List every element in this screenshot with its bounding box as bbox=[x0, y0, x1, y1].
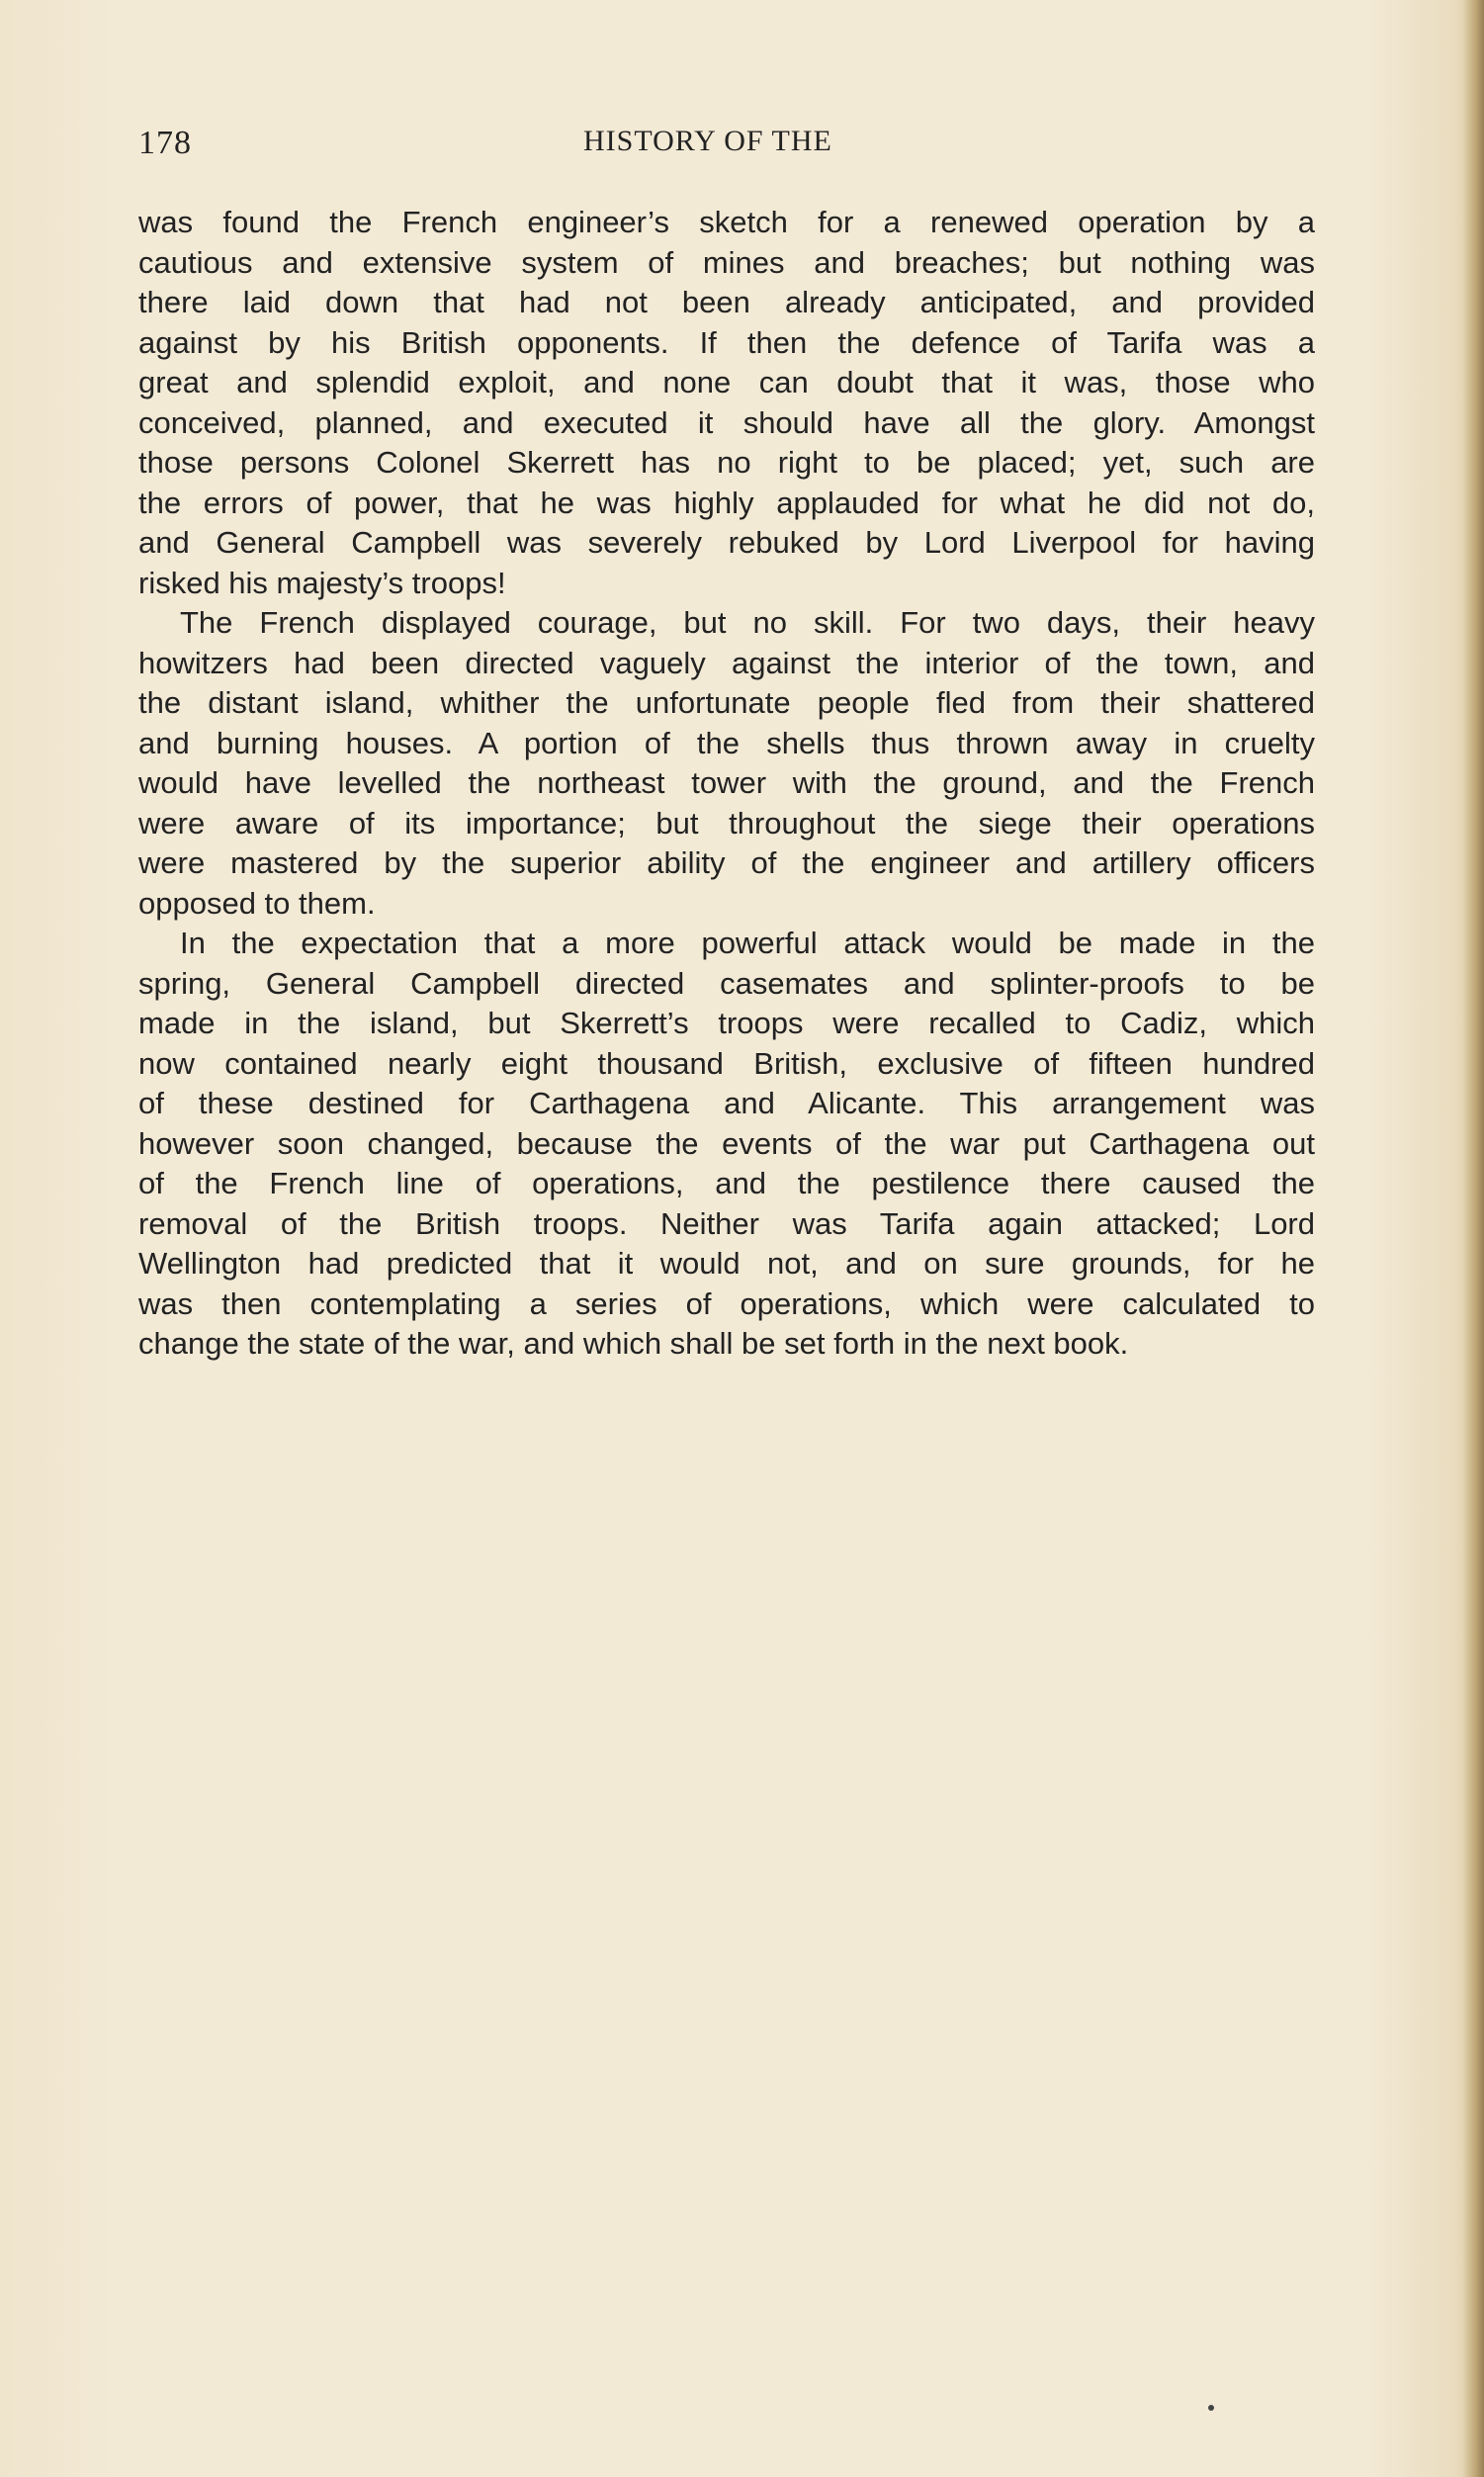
text-line: and General Campbell was severely rebuked by Lord Liverpool for having bbox=[138, 525, 1315, 560]
text-line: was found the French engineer’s sketch for a renewed operation by a bbox=[138, 205, 1315, 239]
text-line: those persons Colonel Skerrett has no right to be placed; yet, such are bbox=[138, 445, 1315, 480]
text-line: were mastered by the superior ability of the engineer and artillery officers bbox=[138, 845, 1315, 880]
text-line: made in the island, but Skerrett’s troops were recalled to Cadiz, which bbox=[138, 1006, 1315, 1040]
text-line: Wellington had predicted that it would not, and on sure grounds, for he bbox=[138, 1246, 1315, 1281]
text-line: spring, General Campbell directed casemates and splinter-proofs to be bbox=[138, 965, 1315, 1001]
text-line: would have levelled the northeast tower with the ground, and the French bbox=[138, 765, 1315, 800]
ink-speck bbox=[1208, 2405, 1214, 2411]
text-line: the distant island, whither the unfortunate people fled from their shattered bbox=[138, 685, 1315, 720]
text-line: were aware of its importance; but throughout the siege their operations bbox=[138, 805, 1315, 840]
text-line: there laid down that had not been already anticipated, and provided bbox=[138, 285, 1315, 319]
text-line: In the expectation that a more powerful attack would be made in the bbox=[180, 926, 1315, 960]
text-line: of these destined for Carthagena and Alicante. This arrangement was bbox=[138, 1086, 1315, 1120]
text-line: howitzers had been directed vaguely against the interior of the town, and bbox=[138, 645, 1315, 680]
text-line: conceived, planned, and executed it should have all the glory. Amongst bbox=[138, 404, 1315, 440]
body-text bbox=[138, 203, 1315, 1365]
text-line: cautious and extensive system of mines and breaches; but nothing was bbox=[138, 244, 1315, 280]
text-line: the errors of power, that he was highly applauded for what he did not do, bbox=[138, 485, 1315, 520]
text-line: of the French line of operations, and the pestilence there caused the bbox=[138, 1166, 1315, 1200]
text-line: and burning houses. A portion of the shells thus thrown away in cruelty bbox=[138, 725, 1315, 760]
text-line: removal of the British troops. Neither was Tarifa again attacked; Lord bbox=[138, 1205, 1315, 1241]
paragraph-1 bbox=[138, 203, 1315, 603]
paragraph-2 bbox=[138, 603, 1315, 924]
text-line: against by his British opponents. If then the defence of Tarifa was a bbox=[138, 324, 1315, 360]
text-line: was then contemplating a series of operations, which were calculated to bbox=[138, 1285, 1315, 1321]
running-head bbox=[138, 125, 1325, 174]
text-line: now contained nearly eight thousand British, exclusive of fifteen hundred bbox=[138, 1045, 1315, 1081]
text-line: risked his majesty’s troops! bbox=[138, 565, 506, 600]
text-line: The French displayed courage, but no skill. For two days, their heavy bbox=[180, 605, 1315, 640]
running-title: HISTORY OF THE bbox=[583, 125, 832, 157]
page-edge-shadow bbox=[1462, 0, 1484, 2477]
text-line: change the state of the war, and which shall be set forth in the next book. bbox=[138, 1326, 1129, 1361]
paragraph-3 bbox=[138, 924, 1315, 1365]
text-line: however soon changed, because the events of the war put Carthagena out bbox=[138, 1125, 1315, 1161]
text-line: great and splendid exploit, and none can doubt that it was, those who bbox=[138, 365, 1315, 399]
text-line: opposed to them. bbox=[138, 885, 376, 921]
page-number: 178 bbox=[138, 125, 192, 161]
